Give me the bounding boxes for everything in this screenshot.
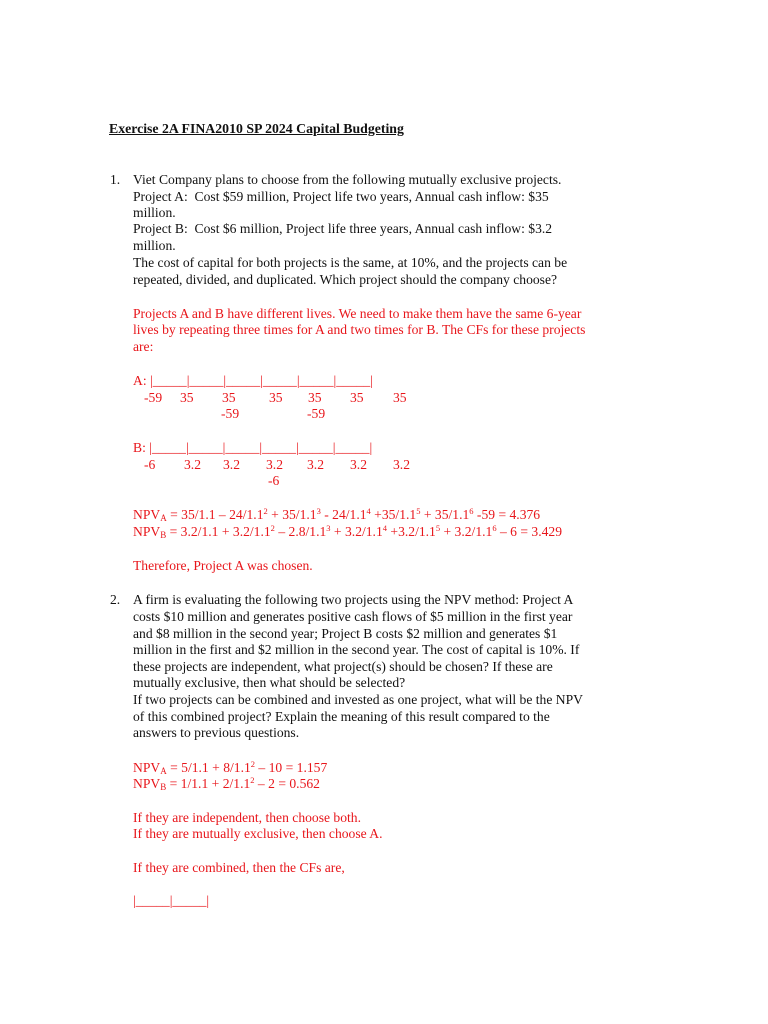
formula-part: – 10 = 1.157 xyxy=(255,760,328,775)
timeline-b-cf: 3.2 xyxy=(307,457,324,472)
formula-part: + 3.2/1.1 xyxy=(440,524,493,539)
exponent: 5 xyxy=(435,523,441,533)
npv-label: NPV xyxy=(133,524,161,539)
q2-combined-line: If they are combined, then the CFs are, xyxy=(133,860,345,875)
q1-answer-line: Projects A and B have different lives. We need to make them have the same 6-year xyxy=(133,306,582,321)
timeline-a-cf: 35 xyxy=(308,390,322,405)
exponent: 2 xyxy=(270,523,275,533)
timeline-b-cf: 3.2 xyxy=(266,457,283,472)
q2-npv-a-formula xyxy=(133,760,327,776)
exponent: 2 xyxy=(250,759,256,769)
timeline-b: B: |_____|_____|_____|_____|_____|_____| xyxy=(133,440,373,455)
q2-answer-line: If they are mutually exclusive, then choose A. xyxy=(133,826,383,841)
npv-subscript: B xyxy=(160,782,167,792)
document-title: Exercise 2A FINA2010 SP 2024 Capital Budgeting xyxy=(109,121,404,136)
q2-text-line: If two projects can be combined and invested as one project, what will be the NPV xyxy=(133,692,583,707)
formula-part: = 35/1.1 – 24/1.1 xyxy=(166,507,264,522)
q2-text-line: A firm is evaluating the following two projects using the NPV method: Project A xyxy=(133,592,574,607)
q1-text-line: million. xyxy=(133,205,176,220)
formula-part: = 5/1.1 + 8/1.1 xyxy=(166,760,251,775)
exponent: 4 xyxy=(382,523,388,533)
timeline-a-cf: -59 xyxy=(307,406,326,421)
formula-part: +3.2/1.1 xyxy=(387,524,436,539)
q2-answer-line: If they are independent, then choose both. xyxy=(133,810,361,825)
q1-text-line: Project B: Cost $6 million, Project life three years, Annual cash inflow: $3.2 xyxy=(133,221,553,236)
formula-part: + 3.2/1.1 xyxy=(330,524,383,539)
timeline-b-cf: 3.2 xyxy=(223,457,240,472)
q1-text-line: Project A: Cost $59 million, Project life two years, Annual cash inflow: $35 xyxy=(133,189,549,204)
timeline-b-cf: 3.2 xyxy=(393,457,410,472)
timeline-a-cf: 35 xyxy=(269,390,283,405)
question-2-number: 2. xyxy=(110,592,121,607)
exponent: 5 xyxy=(416,506,421,516)
npv-label: NPV xyxy=(133,760,161,775)
q1-text-line: repeated, divided, and duplicated. Which project should the company choose? xyxy=(133,272,558,287)
formula-part: – 6 = 3.429 xyxy=(496,524,563,539)
formula-part: = 3.2/1.1 + 3.2/1.1 xyxy=(166,524,271,539)
timeline-a-cf: 35 xyxy=(393,390,407,405)
timeline-a-cf: -59 xyxy=(144,390,163,405)
exponent: 2 xyxy=(250,775,255,785)
exponent: 3 xyxy=(326,523,331,533)
timeline-a-cf: 35 xyxy=(180,390,194,405)
timeline-b-cf: -6 xyxy=(144,457,156,472)
q2-npv-b-formula xyxy=(133,776,320,792)
q2-text-line: and $8 million in the second year; Project B costs $2 million and generates $1 xyxy=(133,626,558,641)
q2-text-line: these projects are independent, what project(s) should be chosen? If these are xyxy=(133,659,553,674)
npv-subscript: A xyxy=(160,766,167,776)
formula-part: + 35/1.1 xyxy=(420,507,470,522)
timeline-a-cf: -59 xyxy=(221,406,240,421)
q1-conclusion: Therefore, Project A was chosen. xyxy=(133,558,313,573)
formula-part: +35/1.1 xyxy=(370,507,417,522)
timeline-a-cf: 35 xyxy=(222,390,236,405)
q1-text-line: The cost of capital for both projects is the same, at 10%, and the projects can be xyxy=(133,255,568,270)
exponent: 4 xyxy=(366,506,371,516)
q1-npv-a-formula xyxy=(133,507,540,523)
exponent: 6 xyxy=(469,506,474,516)
npv-label: NPV xyxy=(133,776,161,791)
npv-subscript: A xyxy=(160,513,167,523)
q1-answer-line: lives by repeating three times for A and two times for B. The CFs for these projects xyxy=(133,322,586,337)
formula-part: -59 = 4.376 xyxy=(473,507,541,522)
exponent: 3 xyxy=(316,506,321,516)
formula-part: – 2.8/1.1 xyxy=(274,524,327,539)
formula-part: + 35/1.1 xyxy=(267,507,317,522)
q2-combined-timeline: |_____|_____| xyxy=(133,893,210,908)
formula-part: = 1/1.1 + 2/1.1 xyxy=(166,776,251,791)
timeline-b-cf: 3.2 xyxy=(184,457,201,472)
exponent: 2 xyxy=(263,506,268,516)
q1-npv-b-formula xyxy=(133,524,562,540)
q2-text-line: of this combined project? Explain the meaning of this result compared to the xyxy=(133,709,550,724)
q2-text-line: answers to previous questions. xyxy=(133,725,300,740)
exponent: 6 xyxy=(492,523,497,533)
question-1-number: 1. xyxy=(110,172,121,187)
formula-part: – 2 = 0.562 xyxy=(254,776,320,791)
timeline-a: A: |_____|_____|_____|_____|_____|_____| xyxy=(133,373,373,388)
timeline-a-cf: 35 xyxy=(350,390,364,405)
npv-label: NPV xyxy=(133,507,161,522)
q1-text-line: Viet Company plans to choose from the following mutually exclusive projects. xyxy=(133,172,562,187)
formula-part: - 24/1.1 xyxy=(320,507,367,522)
q1-answer-line: are: xyxy=(133,339,154,354)
q1-text-line: million. xyxy=(133,238,176,253)
timeline-b-cf: 3.2 xyxy=(350,457,367,472)
npv-subscript: B xyxy=(160,530,167,540)
timeline-b-cf: -6 xyxy=(268,473,280,488)
q2-text-line: mutually exclusive, then what should be selected? xyxy=(133,675,406,690)
q2-text-line: costs $10 million and generates positive cash flows of $5 million in the first year xyxy=(133,609,573,624)
q2-text-line: million in the first and $2 million in the second year. The cost of capital is 10%. If xyxy=(133,642,580,657)
